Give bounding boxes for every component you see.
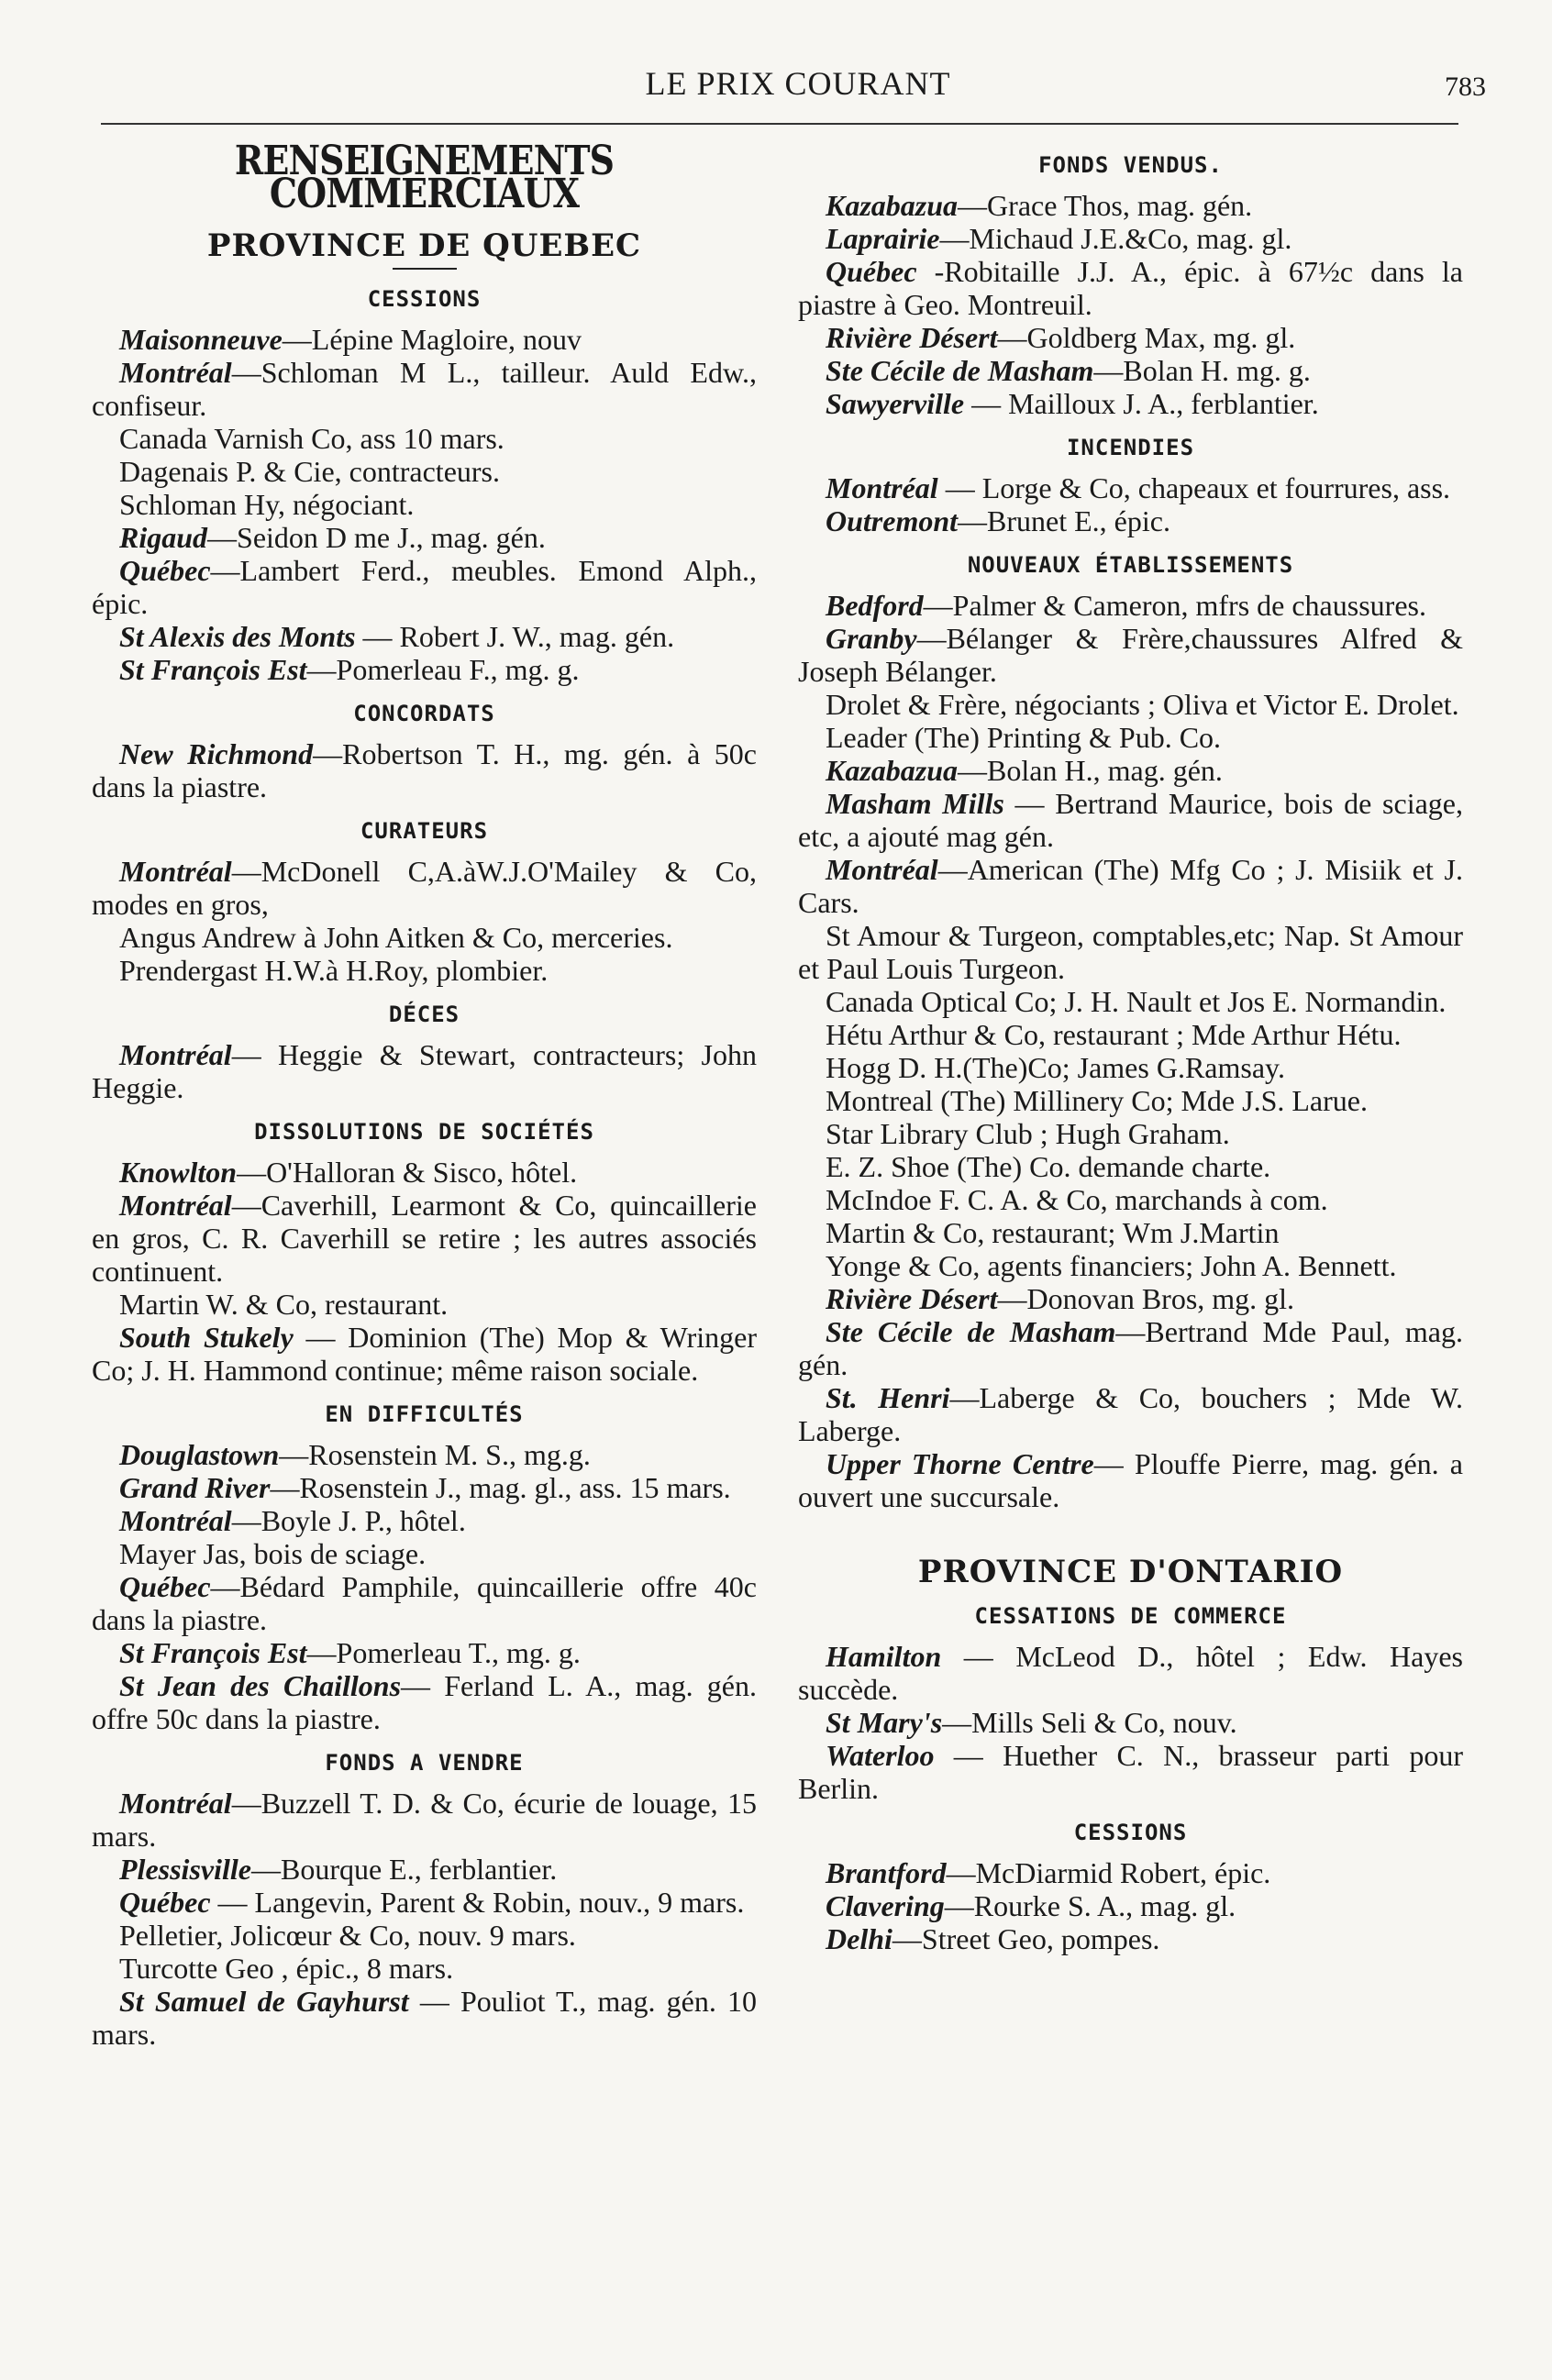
entry-text: — Robert J. W., mag. gén. — [355, 620, 675, 653]
entry-text: —O'Halloran & Sisco, hôtel. — [237, 1156, 578, 1189]
place-name: Montréal — [119, 1504, 232, 1537]
section-heading: CESSATIONS DE COMMERCE — [974, 1603, 1287, 1629]
listing-entry — [798, 1889, 1463, 1922]
entry-text: St Amour & Turgeon, comptables,etc; Nap. St Amour et Paul Louis Turgeon. — [798, 919, 1463, 985]
listing-entry — [798, 471, 1463, 504]
entry-text: —Boyle J. P., hôtel. — [231, 1504, 466, 1537]
listing-entry — [798, 688, 1463, 721]
place-name: Clavering — [826, 1889, 945, 1922]
listing-entry — [92, 1038, 757, 1104]
page-number: 783 — [1445, 72, 1486, 102]
place-name: St François Est — [119, 1636, 307, 1669]
entry-text: — Huether C. N., brasseur parti pour Berlin. — [798, 1739, 1463, 1805]
place-name: Rivière Désert — [826, 321, 998, 354]
entry-text: —Pomerleau F., mg. g. — [306, 653, 580, 686]
entry-text: —Robertson T. H., mg. gén. à 50c dans la piastre. — [92, 737, 758, 803]
entry-text: —Bertrand Mde Paul, mag. gén. — [798, 1315, 1464, 1381]
listing-entry — [798, 622, 1463, 688]
entry-text: Martin W. & Co, restaurant. — [119, 1288, 449, 1321]
entry-text: —McDiarmid Robert, épic. — [946, 1856, 1271, 1889]
listing-entry — [798, 321, 1463, 354]
place-name: St François Est — [119, 653, 307, 686]
listing-entry — [92, 1919, 757, 1952]
listing-entry — [92, 954, 757, 987]
place-name: South Stukely — [119, 1321, 294, 1354]
entry-text: McIndoe F. C. A. & Co, marchands à com. — [826, 1183, 1328, 1216]
listing-entry — [798, 387, 1463, 420]
listing-entry — [798, 1084, 1463, 1117]
left-sections — [92, 282, 757, 2051]
listing-entry — [92, 1636, 757, 1669]
entry-text: Mayer Jas, bois de sciage. — [119, 1537, 427, 1570]
listing-entry — [798, 1216, 1463, 1249]
listing-entry — [92, 356, 757, 422]
place-name: Maisonneuve — [119, 323, 283, 356]
entry-text: —Laberge & Co, bouchers ; Mde W. Laberge. — [798, 1381, 1464, 1447]
entry-text: — Bertrand Maurice, bois de sciage, etc, a ajouté mag gén. — [798, 787, 1464, 853]
section-heading: NOUVEAUX ÉTABLISSEMENTS — [967, 552, 1294, 578]
listing-entry — [798, 255, 1463, 321]
left-column — [92, 138, 757, 2051]
listing-entry — [798, 189, 1463, 222]
journal-title: LE PRIX COURANT — [645, 65, 951, 102]
entry-text: —Bédard Pamphile, quincaillerie offre 40c dans la piastre. — [92, 1570, 757, 1636]
listing-entry — [798, 1315, 1463, 1381]
listing-entry — [92, 1952, 757, 1985]
place-name: Granby — [826, 622, 917, 655]
listing-entry — [92, 653, 757, 686]
entry-text: —Caverhill, Learmont & Co, quincaillerie en gros, C. R. Caverhill se retire ; les autres associés continuent. — [92, 1189, 757, 1288]
entry-text: —American (The) Mfg Co ; J. Misiik et J. Cars. — [798, 853, 1463, 919]
place-name: Montréal — [119, 1038, 232, 1071]
section-heading: CONCORDATS — [353, 701, 495, 726]
listing-entry — [798, 1249, 1463, 1282]
entry-text: Martin & Co, restaurant; Wm J.Martin — [826, 1216, 1280, 1249]
entry-text: —Brunet E., épic. — [958, 504, 1170, 537]
listing-entry — [92, 554, 757, 620]
entry-text: —Lépine Magloire, nouv — [282, 323, 582, 356]
place-name: Kazabazua — [826, 754, 959, 787]
entry-text: —Lambert Ferd., meubles. Emond Alph., épic. — [92, 554, 757, 620]
listing-entry — [92, 1787, 757, 1853]
place-name: St Jean des Chaillons — [119, 1669, 402, 1702]
listing-entry — [798, 354, 1463, 387]
listing-entry — [92, 921, 757, 954]
place-name: Québec — [119, 1886, 211, 1919]
entry-text: —Grace Thos, mag. gén. — [958, 189, 1253, 222]
header-rule — [101, 123, 1458, 125]
entry-text: Hétu Arthur & Co, restaurant ; Mde Arthur Hétu. — [826, 1018, 1402, 1051]
listing-entry — [798, 1640, 1463, 1706]
entry-text: —Palmer & Cameron, mfrs de chaussures. — [923, 589, 1426, 622]
place-name: Upper Thorne Centre — [826, 1447, 1094, 1480]
listing-entry — [92, 1985, 757, 2051]
entry-text: —Buzzell T. D. & Co, écurie de louage, 15 mars. — [92, 1787, 757, 1853]
place-name: Montréal — [119, 1189, 232, 1222]
entry-text: Dagenais P. & Cie, contracteurs. — [119, 455, 500, 488]
place-name: Sawyerville — [826, 387, 965, 420]
entry-text: —Goldberg Max, mg. gl. — [997, 321, 1296, 354]
place-name: Kazabazua — [826, 189, 959, 222]
entry-text: —Mills Seli & Co, nouv. — [942, 1706, 1237, 1739]
province-title-ontario: PROVINCE D'ONTARIO — [917, 1554, 1344, 1590]
entry-text: —Bourque E., ferblantier. — [250, 1853, 558, 1886]
entry-text: Drolet & Frère, négociants ; Oliva et Victor E. Drolet. — [826, 688, 1459, 721]
entry-text: —Rourke S. A., mag. gl. — [944, 1889, 1236, 1922]
place-name: St Mary's — [826, 1706, 943, 1739]
entry-text: Leader (The) Printing & Pub. Co. — [826, 721, 1222, 754]
entry-text: Turcotte Geo , épic., 8 mars. — [119, 1952, 454, 1985]
listing-entry — [798, 787, 1463, 853]
listing-entry — [798, 721, 1463, 754]
listing-entry — [92, 1189, 757, 1288]
place-name: Waterloo — [826, 1739, 935, 1772]
place-name: Québec — [826, 255, 917, 288]
entry-text: — Plouffe Pierre, mag. gén. a ouvert une succursale. — [798, 1447, 1464, 1513]
place-name: Montréal — [119, 1787, 232, 1820]
listing-entry — [92, 1570, 757, 1636]
right-sections-ontario — [798, 1600, 1463, 1955]
entry-text: Canada Optical Co; J. H. Nault et Jos E. Normandin. — [826, 985, 1447, 1018]
entry-text: Angus Andrew à John Aitken & Co, merceries. — [119, 921, 673, 954]
entry-text: —Michaud J.E.&Co, mag. gl. — [939, 222, 1292, 255]
listing-entry — [798, 985, 1463, 1018]
listing-entry — [92, 455, 757, 488]
place-name: St Samuel de Gayhurst — [119, 1985, 409, 2018]
listing-entry — [92, 620, 757, 653]
listing-entry — [92, 521, 757, 554]
entry-text: — McLeod D., hôtel ; Edw. Hayes succède. — [798, 1640, 1463, 1706]
entry-text: — Pouliot T., mag. gén. 10 mars. — [92, 1985, 758, 2051]
listing-entry — [798, 1018, 1463, 1051]
section-heading: INCENDIES — [1066, 435, 1195, 460]
entry-text: Prendergast H.W.à H.Roy, plombier. — [119, 954, 549, 987]
section-heading: FONDS VENDUS. — [1038, 152, 1223, 178]
listing-entry — [798, 1282, 1463, 1315]
entry-text: —Bélanger & Frère,chaussures Alfred & Joseph Bélanger. — [798, 622, 1463, 688]
listing-entry — [798, 1447, 1463, 1513]
listing-entry — [798, 1706, 1463, 1739]
section-heading: DISSOLUTIONS DE SOCIÉTÉS — [254, 1119, 594, 1145]
listing-entry — [92, 323, 757, 356]
place-name: Rivière Désert — [826, 1282, 998, 1315]
entry-text: —Rosenstein M. S., mg.g. — [279, 1438, 591, 1471]
listing-entry — [92, 1321, 757, 1387]
place-name: Masham Mills — [826, 787, 1004, 820]
listing-entry — [92, 737, 757, 803]
listing-entry — [798, 919, 1463, 985]
entry-text: Canada Varnish Co, ass 10 mars. — [119, 422, 504, 455]
place-name: Montréal — [119, 855, 232, 888]
place-name: Montréal — [826, 853, 938, 886]
entry-text: -Robitaille J.J. A., épic. à 67½c dans la piastre à Geo. Montreuil. — [798, 255, 1463, 321]
entry-text: Pelletier, Jolicœur & Co, nouv. 9 mars. — [119, 1919, 576, 1952]
listing-entry — [92, 1669, 757, 1735]
entry-text: — Lorge & Co, chapeaux et fourrures, ass. — [937, 471, 1451, 504]
place-name: Montréal — [119, 356, 232, 389]
listing-entry — [798, 1183, 1463, 1216]
place-name: Delhi — [826, 1922, 892, 1955]
listing-entry — [798, 1051, 1463, 1084]
listing-entry — [92, 1504, 757, 1537]
listing-entry — [92, 1438, 757, 1471]
running-head — [101, 64, 1495, 110]
listing-entry — [92, 1471, 757, 1504]
listing-entry — [798, 1856, 1463, 1889]
listing-entry — [92, 1156, 757, 1189]
entry-text: Schloman Hy, négociant. — [119, 488, 415, 521]
listing-entry — [798, 1739, 1463, 1805]
place-name: Laprairie — [826, 222, 940, 255]
listing-entry — [92, 1853, 757, 1886]
listing-entry — [92, 855, 757, 921]
place-name: St. Henri — [826, 1381, 950, 1414]
section-heading: CESSIONS — [1073, 1820, 1188, 1845]
entry-text: — Langevin, Parent & Robin, nouv., 9 mars. — [210, 1886, 745, 1919]
place-name: Rigaud — [119, 521, 208, 554]
place-name: Montréal — [826, 471, 938, 504]
place-name: Bedford — [826, 589, 924, 622]
entry-text: — Mailloux J. A., ferblantier. — [964, 387, 1319, 420]
entry-text: —Bolan H., mag. gén. — [958, 754, 1223, 787]
listing-entry — [798, 504, 1463, 537]
listing-entry — [798, 1117, 1463, 1150]
entry-text: — Dominion (The) Mop & Wringer Co; J. H. Hammond continue; même raison sociale. — [92, 1321, 758, 1387]
listing-entry — [92, 1288, 757, 1321]
listing-entry — [798, 1150, 1463, 1183]
place-name: Plessisville — [119, 1853, 251, 1886]
section-heading: FONDS A VENDRE — [325, 1750, 524, 1776]
listing-entry — [798, 754, 1463, 787]
place-name: Ste Cécile de Masham — [826, 354, 1094, 387]
section-heading: CESSIONS — [367, 286, 482, 312]
listing-entry — [798, 1381, 1463, 1447]
main-title: RENSEIGNEMENTS COMMERCIAUX — [234, 138, 615, 217]
right-sections-quebec — [798, 149, 1463, 1513]
section-spacer — [798, 1513, 1463, 1550]
section-heading: EN DIFFICULTÉS — [325, 1401, 524, 1427]
listing-entry — [92, 1886, 757, 1919]
entry-text: — Ferland L. A., mag. gén. offre 50c dans la piastre. — [92, 1669, 758, 1735]
listing-entry — [92, 488, 757, 521]
section-heading: CURATEURS — [360, 818, 489, 844]
entry-text: —McDonell C,A.àW.J.O'Mailey & Co, modes en gros, — [92, 855, 757, 921]
entry-text: E. Z. Shoe (The) Co. demande charte. — [826, 1150, 1271, 1183]
entry-text: —Seidon D me J., mag. gén. — [207, 521, 546, 554]
entry-text: Yonge & Co, agents financiers; John A. Bennett. — [826, 1249, 1397, 1282]
listing-entry — [92, 422, 757, 455]
listing-entry — [798, 853, 1463, 919]
entry-text: Hogg D. H.(The)Co; James G.Ramsay. — [826, 1051, 1285, 1084]
place-name: Ste Cécile de Masham — [826, 1315, 1116, 1348]
place-name: Douglastown — [119, 1438, 280, 1471]
short-rule — [393, 268, 457, 270]
entry-text: Montreal (The) Millinery Co; Mde J.S. Larue. — [826, 1084, 1368, 1117]
entry-text: —Street Geo, pompes. — [892, 1922, 1160, 1955]
listing-entry — [798, 222, 1463, 255]
right-column — [798, 138, 1463, 1955]
place-name: Knowlton — [119, 1156, 238, 1189]
section-heading: DÉCES — [388, 1002, 460, 1027]
place-name: Québec — [119, 554, 211, 587]
listing-entry — [798, 1922, 1463, 1955]
entry-text: Star Library Club ; Hugh Graham. — [826, 1117, 1230, 1150]
place-name: Hamilton — [826, 1640, 942, 1673]
entry-text: —Rosenstein J., mag. gl., ass. 15 mars. — [270, 1471, 731, 1504]
listing-entry — [798, 589, 1463, 622]
place-name: Brantford — [826, 1856, 947, 1889]
entry-text: —Schloman M L., tailleur. Auld Edw., confiseur. — [92, 356, 757, 422]
entry-text: — Heggie & Stewart, contracteurs; John Heggie. — [92, 1038, 757, 1104]
listing-entry — [92, 1537, 757, 1570]
place-name: Outremont — [826, 504, 959, 537]
place-name: St Alexis des Monts — [119, 620, 356, 653]
place-name: Grand River — [119, 1471, 271, 1504]
entry-text: —Donovan Bros, mg. gl. — [997, 1282, 1295, 1315]
entry-text: —Bolan H. mg. g. — [1093, 354, 1311, 387]
place-name: Québec — [119, 1570, 211, 1603]
place-name: New Richmond — [119, 737, 314, 770]
province-title-quebec: PROVINCE DE QUEBEC — [206, 227, 642, 264]
entry-text: —Pomerleau T., mg. g. — [306, 1636, 581, 1669]
